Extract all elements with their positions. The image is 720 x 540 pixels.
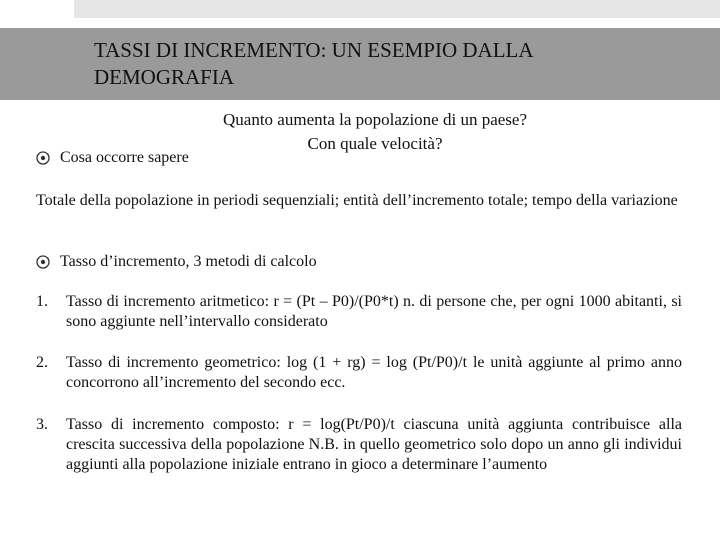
bullet-what-to-know [36, 148, 189, 168]
question-line-2: Con quale velocità? [307, 134, 443, 153]
question-block [150, 108, 600, 156]
requirements-paragraph: Totale della popolazione in periodi sequenziali; entità dell’incremento totale; tempo della variazione [36, 192, 678, 209]
target-circle-icon [36, 151, 50, 165]
bullet-label: Cosa occorre sapere [60, 149, 189, 166]
method-text: Tasso di incremento composto: r = log(Pt/P0)/t ciascuna unità aggiunta contribuisce alla crescita successiva della popolazione N.B. in quello geometrico solo dopo un anno gli individui aggiunti alla popolazione iniziale entrano in gioco a determinare l’aumento [66, 416, 682, 473]
question-line-1: Quanto aumenta la popolazione di un paese? [223, 110, 527, 129]
slide-title: TASSI DI INCREMENTO: UN ESEMPIO DALLA DEMOGRAFIA [94, 38, 533, 89]
list-number: 1. [36, 293, 48, 310]
method-compound [36, 415, 682, 475]
list-number: 3. [36, 416, 48, 433]
method-arithmetic [36, 292, 682, 332]
bullet-rate-methods [36, 252, 317, 272]
bullet-label: Tasso d’incremento, 3 metodi di calcolo [60, 253, 317, 270]
top-decorative-strip [74, 0, 720, 18]
method-text: Tasso di incremento geometrico: log (1 + rg) = log (Pt/P0)/t le unità aggiunte al primo anno concorrono all’incremento del secondo ecc. [66, 354, 682, 391]
method-geometric [36, 353, 682, 393]
list-number: 2. [36, 354, 48, 371]
method-text: Tasso di incremento aritmetico: r = (Pt – P0)/(P0*t) n. di persone che, per ogni 1000 abitanti, si sono aggiunte nell’intervallo considerato [66, 293, 682, 330]
target-circle-icon [36, 255, 50, 269]
